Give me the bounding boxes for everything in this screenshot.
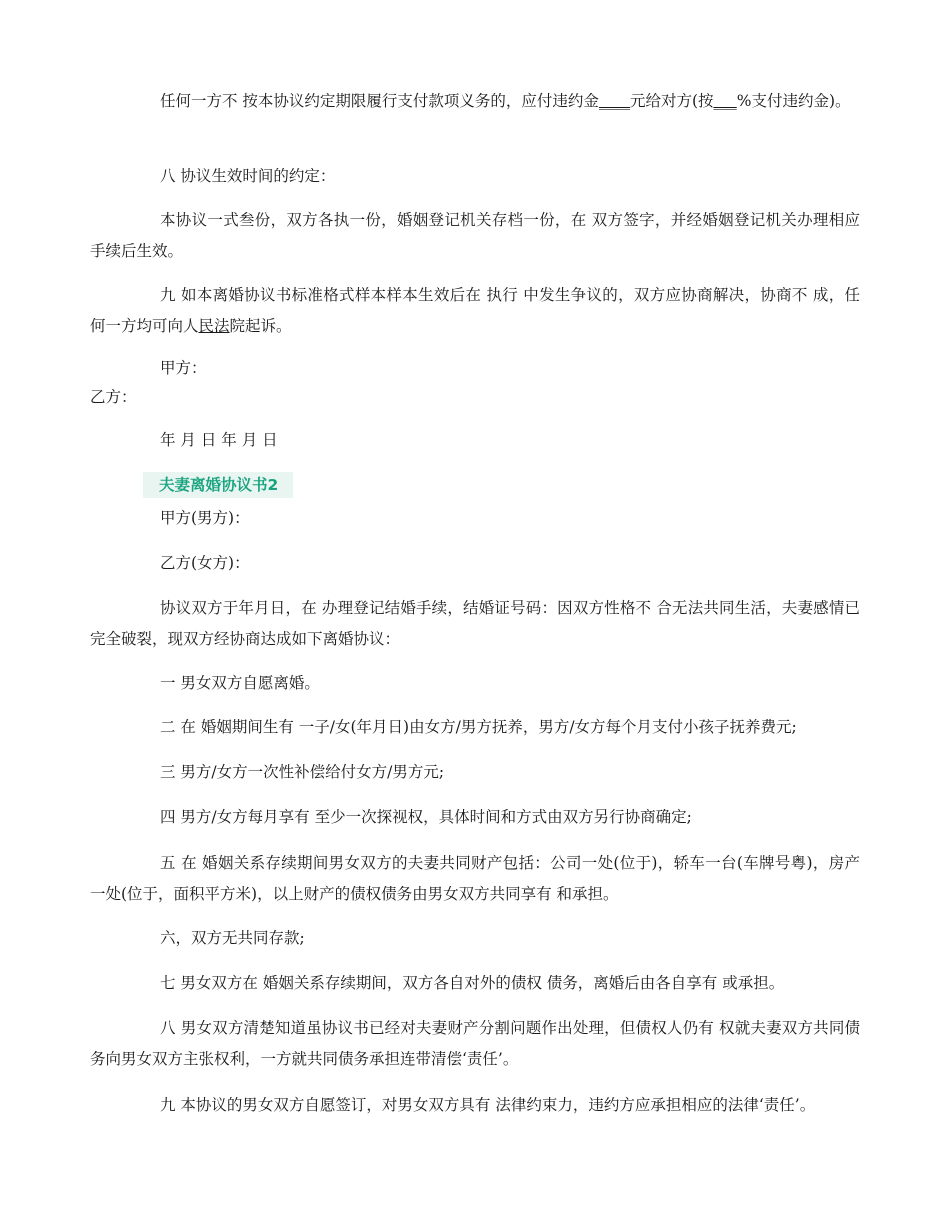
paragraph-penalty-text-3: %支付违约金)。 — [736, 92, 851, 110]
paragraph-penalty-text-2: 元给对方(按 — [629, 92, 714, 110]
party-a-male: 甲方(男方)： — [160, 509, 250, 527]
section-title: 夫妻离婚协议书2 — [143, 472, 293, 498]
clause-effective-heading: 八 协议生效时间的约定： — [160, 167, 336, 185]
party-b-female: 乙方(女方)： — [160, 554, 250, 572]
paragraph-copies: 本协议一式叁份，双方各执一份，婚姻登记机关存档一份，在 双方签字，并经婚姻登记机关办理相应手续后生效。 — [90, 211, 860, 260]
clause-1: 一 男女双方自愿离婚。 — [160, 674, 320, 692]
clause-5: 五 在 婚姻关系存续期间男女双方的夫妻共同财产包括：公司一处(位于)，轿车一台(车牌号粤)，房产一处(位于，面积平方米)，以上财产的债权债务由男女双方共同享有 和承担。 — [90, 854, 860, 903]
clause-2: 二 在 婚姻期间生有 一子/女(年月日)由女方/男方抚养，男方/女方每个月支付小孩子抚养费元; — [160, 718, 797, 736]
clause-3: 三 男方/女方一次性补偿给付女方/男方元; — [160, 763, 445, 781]
party-a-signature: 甲方： — [160, 359, 207, 377]
percent-blank: ___ — [713, 92, 737, 110]
paragraph-penalty — [90, 86, 860, 117]
paragraph-dispute-text-2: 院起诉。 — [229, 317, 292, 335]
clause-4: 四 男方/女方每月享有 至少一次探视权，具体时间和方式由双方另行协商确定; — [160, 808, 692, 826]
clause-7: 七 男女双方在 婚姻关系存续期间，双方各自对外的债权 债务，离婚后由各自享有 或承担。 — [160, 974, 785, 992]
paragraph-dispute-text: 九 如本离婚协议书标准格式样本样本生效后在 执行 中发生争议的，双方应协商解决，协商不 成，任何一方均可向人 — [90, 286, 860, 335]
paragraph-penalty-text: 任何一方不 按本协议约定期限履行支付款项义务的，应付违约金 — [160, 92, 599, 110]
civil-law-link[interactable]: 民法 — [198, 317, 230, 335]
clause-9: 九 本协议的男女双方自愿签订，对男女双方具有 法律约束力，违约方应承担相应的法律‘责任’。 — [160, 1096, 816, 1114]
paragraph-dispute — [90, 280, 860, 342]
amount-blank: ____ — [598, 92, 630, 110]
clause-8: 八 男女双方清楚知道虽协议书已经对夫妻财产分割问题作出处理，但债权人仍有 权就夫妻双方共同债务向男女双方主张权利，一方就共同债务承担连带清偿‘责任’。 — [90, 1019, 860, 1068]
party-b-signature: 乙方： — [90, 388, 137, 406]
paragraph-intro: 协议双方于年月日，在 办理登记结婚手续，结婚证号码：因双方性格不 合无法共同生活，夫妻感情已完全破裂，现双方经协商达成如下离婚协议： — [90, 599, 860, 648]
signature-dates: 年 月 日 年 月 日 — [160, 431, 278, 449]
clause-6: 六，双方无共同存款; — [160, 929, 305, 947]
